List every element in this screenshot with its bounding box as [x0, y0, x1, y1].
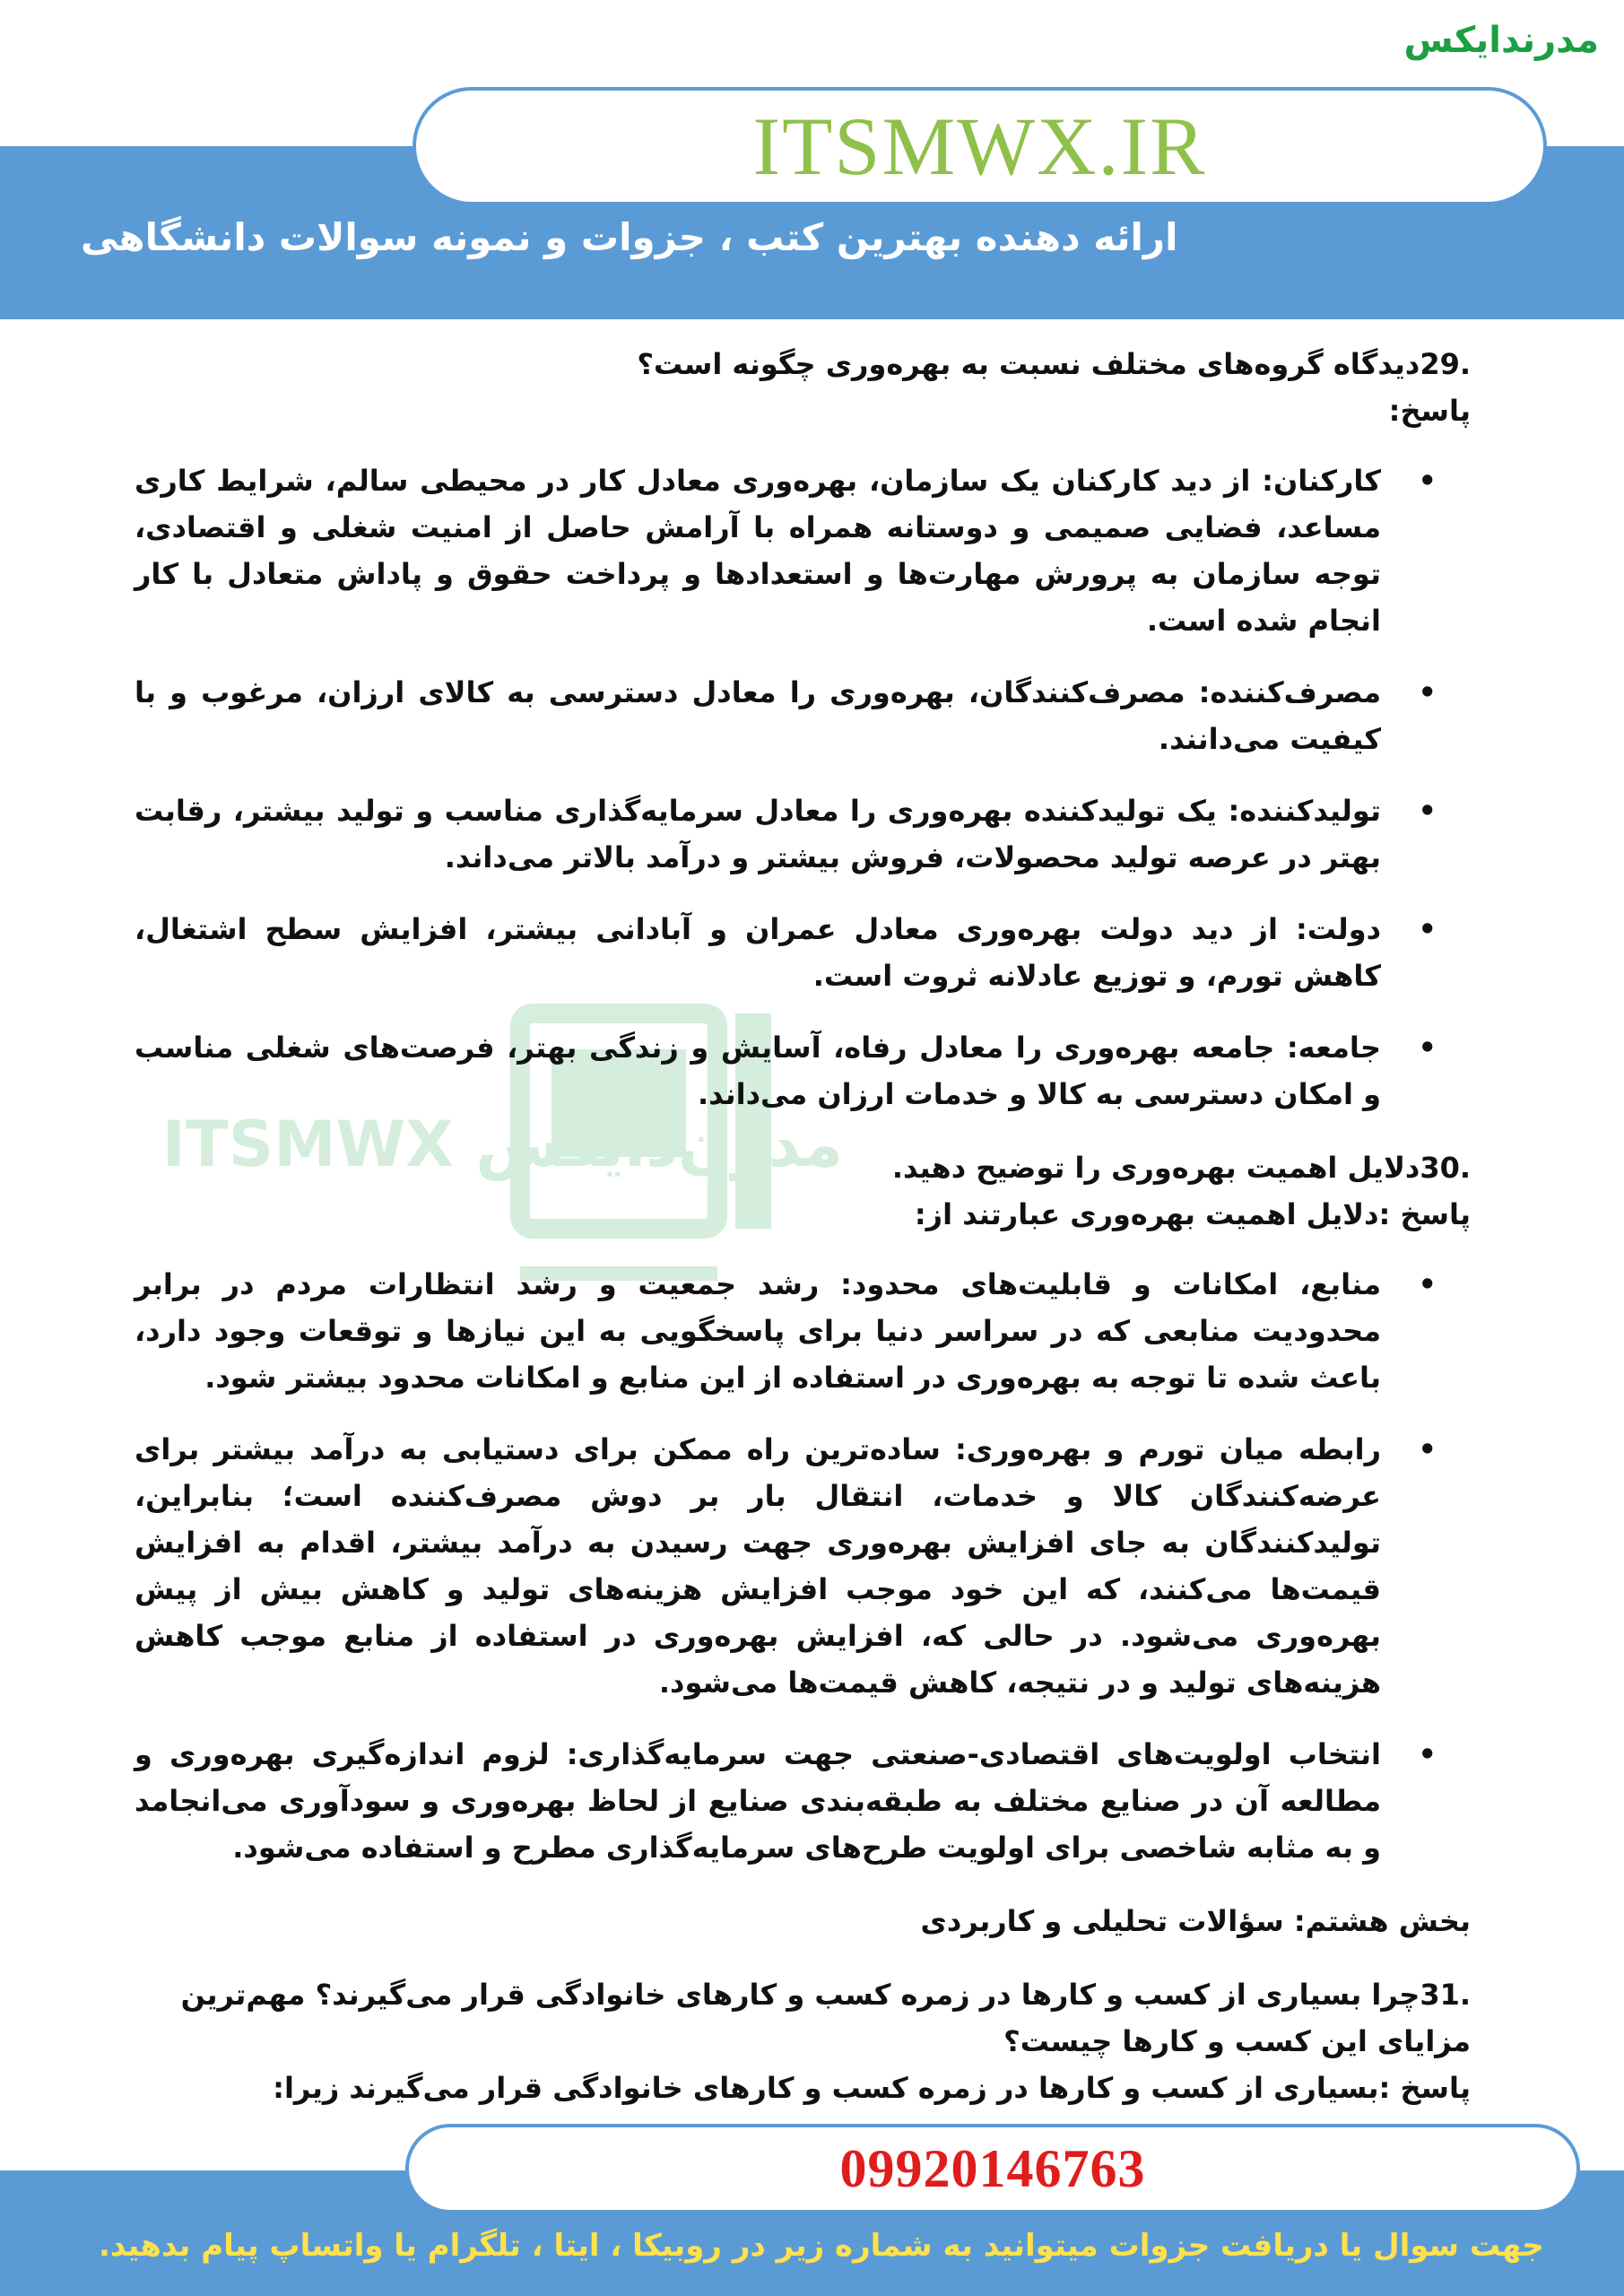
list-item: • مصرف‌کننده: مصرف‌کنندگان، بهره‌وری را معادل دسترسی به کالای ارزان، مرغوب و با کیفیت می‌دانند. [135, 669, 1381, 762]
document-body [135, 341, 1471, 2135]
answer-30-label: پاسخ :دلایل اهمیت بهره‌وری عبارتند از: [914, 1197, 1471, 1231]
contact-phone: 09920146763 [839, 2138, 1146, 2198]
footer-pill [405, 2124, 1580, 2213]
header-tagline: ارائه دهنده بهترین کتب ، جزوات و نمونه سوالات دانشگاهی [81, 215, 1178, 259]
list-item: • جامعه: جامعه بهره‌وری را معادل رفاه، آسایش و زندگی بهتر، فرصت‌های شغلی مناسب و امکان دسترسی به کالا و خدمات ارزان می‌داند. [135, 1024, 1381, 1118]
answer-30-list [135, 1261, 1471, 1871]
footer-contact-text: جهت سوال یا دریافت جزوات میتوانید به شماره زیر در روبیکا ، ایتا ، تلگرام یا واتساپ پیام بدهید. [99, 2228, 1544, 2264]
question-30: .30دلایل اهمیت بهره‌وری را توضیح دهید. [891, 1151, 1471, 1185]
answer-29-list [135, 457, 1471, 1118]
site-name: ITSMWX.IR [752, 100, 1207, 192]
answer-29-label: پاسخ: [1388, 394, 1471, 428]
question-29: .29دیدگاه گروه‌های مختلف نسبت به بهره‌وری چگونه است؟ [637, 347, 1471, 381]
header-pill [413, 87, 1547, 205]
watermark-text: مدرن‌دایکس ITSMWX [161, 1108, 843, 1181]
section-title: بخش هشتم: سؤالات تحلیلی و کاربردی [920, 1904, 1471, 1938]
list-item: • منابع، امکانات و قابلیت‌های محدود: رشد جمعیت و رشد انتظارات مردم در برابر محدودیت منابعی که در سراسر دنیا برای پاسخگویی به این نیازها و توقعات وجود دارد، باعث شده تا توجه به بهره‌وری در استفاده از این منابع و امکانات محدود بیشتر شود. [135, 1261, 1381, 1401]
question-31: .31چرا بسیاری از کسب و کارها در زمره کسب و کارهای خانوادگی قرار می‌گیرند؟ مهم‌ترین مزایای این کسب و کارها چیست؟ [180, 1978, 1471, 2058]
brand-logo-text: مدرندایکس [1403, 20, 1599, 61]
list-item: • انتخاب اولویت‌های اقتصادی-صنعتی جهت سرمایه‌گذاری: لزوم اندازه‌گیری بهره‌وری و مطالعه آن در صنایع مختلف به طبقه‌بندی صنایع از لحاظ بهره‌وری و سودآوری می‌انجامد و به مثابه شاخصی برای اولویت طرح‌های سرمایه‌گذاری مطرح و استفاده می‌شود. [135, 1731, 1381, 1871]
answer-31-label: پاسخ :بسیاری از کسب و کارها در زمره کسب و کارهای خانوادگی قرار می‌گیرند زیرا: [273, 2071, 1471, 2105]
list-item: • دولت: از دید دولت بهره‌وری معادل عمران و آبادانی بیشتر، افزایش سطح اشتغال، کاهش تورم، و توزیع عادلانه ثروت است. [135, 906, 1381, 999]
list-item: • کارکنان: از دید کارکنان یک سازمان، بهره‌وری معادل کار در محیطی سالم، شرایط کاری مساعد، فضایی صمیمی و دوستانه همراه با آرامش حاصل از امنیت شغلی و اقتصادی، توجه سازمان به پرورش مهارت‌ها و استعدادها و پرداخت حقوق و پاداش متعادل با کار انجام شده است. [135, 457, 1381, 644]
list-item: • رابطه میان تورم و بهره‌وری: ساده‌ترین راه ممکن برای دستیابی به درآمد بیشتر برای عرضه‌کنندگان کالا و خدمات، انتقال بار بر دوش مصرف‌کننده است؛ بنابراین، تولیدکنندگان به جای افزایش بهره‌وری جهت رسیدن به درآمد بیشتر، اقدام به افزایش قیمت‌ها می‌کنند، که این خود موجب افزایش هزینه‌های تولید و کاهش بیش از پیش بهره‌وری می‌شود. در حالی که، افزایش بهره‌وری در استفاده از منابع موجب کاهش هزینه‌های تولید و در نتیجه، کاهش قیمت‌ها می‌شود. [135, 1426, 1381, 1706]
list-item: • تولیدکننده: یک تولیدکننده بهره‌وری را معادل سرمایه‌گذاری مناسب و تولید بیشتر، رقابت بهتر در عرصه تولید محصولات، فروش بیشتر و درآمد بالاتر می‌داند. [135, 787, 1381, 881]
